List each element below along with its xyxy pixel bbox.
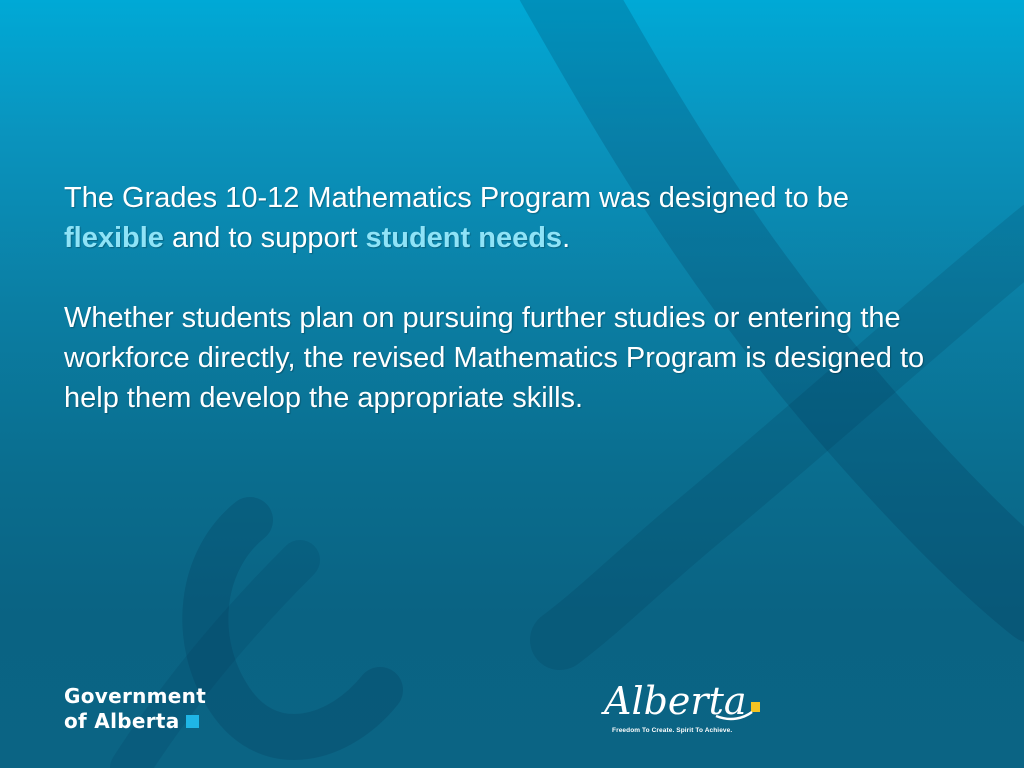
- government-logo-line2-wrap: [64, 709, 206, 734]
- alberta-accent-square-icon: [751, 702, 760, 712]
- paragraph1-text-middle: and to support: [163, 222, 366, 254]
- logo-square-icon: [186, 715, 199, 728]
- paragraph-program-design: [64, 178, 944, 258]
- paragraph1-text-end: .: [562, 222, 571, 254]
- alberta-tagline: Freedom To Create. Spirit To Achieve.: [612, 727, 733, 734]
- paragraph1-text-start: The Grades 10-12 Mathematics Program was designed to be: [64, 182, 850, 214]
- slide-body: [64, 178, 944, 458]
- government-logo-line1: Government: [64, 684, 207, 708]
- paragraph-student-pathways: Whether students plan on pursuing further studies or entering the workforce directly, the revised Mathematics Program is designed to help them develop the appropriate skills.: [64, 302, 925, 414]
- government-of-alberta-logo: [64, 684, 206, 734]
- alberta-wordmark-text: Alberta: [604, 679, 747, 723]
- highlight-student-needs: student needs: [365, 222, 563, 254]
- highlight-flexible: flexible: [64, 222, 164, 254]
- government-logo-line2: of Alberta: [64, 709, 180, 733]
